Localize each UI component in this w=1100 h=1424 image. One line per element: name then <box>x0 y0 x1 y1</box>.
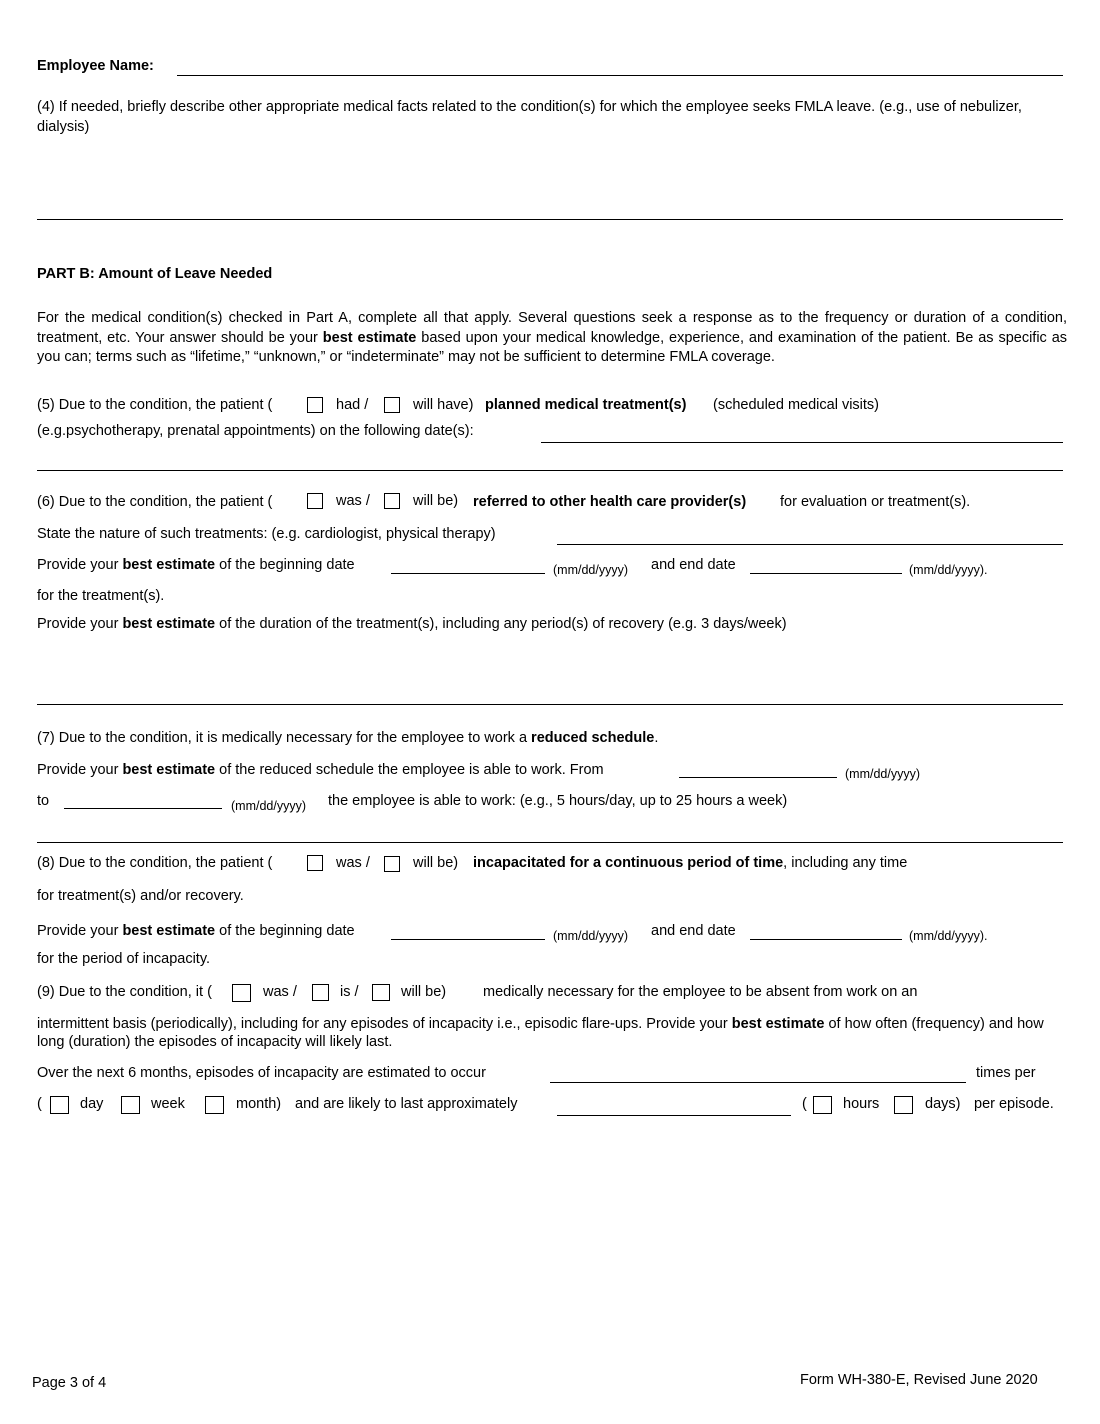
q7-answer-field[interactable] <box>37 842 1063 843</box>
q6-nature-field[interactable] <box>557 544 1063 545</box>
part-b-intro-text: For the medical condition(s) checked in Part A, complete all that apply. Several questions seek a response as to the frequency or duration of a condition, treatment, etc. Your answer should be your <box>37 310 1067 346</box>
q9-paragraph <box>37 1016 1047 1051</box>
q8-bold: incapacitated for a continuous period of time <box>473 855 784 871</box>
q6-suffix: for evaluation or treatment(s). <box>780 494 971 510</box>
provide-text: Provide your <box>37 616 119 632</box>
q5-line2: (e.g.psychotherapy, prenatal appointments) on the following date(s): <box>37 423 474 439</box>
provide-text: Provide your <box>37 557 119 573</box>
q9-day-checkbox[interactable] <box>50 1096 69 1114</box>
q6-will-be-checkbox[interactable] <box>384 493 400 509</box>
part-b-title: PART B: Amount of Leave Needed <box>37 266 273 282</box>
q8-will-be-label: will be) <box>413 855 459 871</box>
q6-nature-label: State the nature of such treatments: (e.g. cardiologist, physical therapy) <box>37 526 496 542</box>
employee-name-field[interactable] <box>177 75 1063 76</box>
q4-answer-field[interactable] <box>37 219 1063 220</box>
q8-end-date-field[interactable] <box>750 939 902 940</box>
q8-suffix: , including any time <box>783 855 908 871</box>
q7-bold: reduced schedule <box>531 730 655 746</box>
q6-end-date-field[interactable] <box>750 573 902 574</box>
best-estimate-bold: best estimate <box>122 616 216 632</box>
q5-prefix: (5) Due to the condition, the patient ( <box>37 397 273 413</box>
q9-prefix: (9) Due to the condition, it ( <box>37 984 212 1000</box>
q9-day-label: day <box>80 1096 104 1112</box>
q8-end-date-format: (mm/dd/yyyy). <box>909 929 988 943</box>
q8-bold-line <box>473 855 907 872</box>
part-b-intro-text-2: based upon your medical knowledge, experience, and examination of the patient. Be as specific as you can; terms such as “lifetime,” “unknown,” or “indeterminate” may not be sufficient to determine FMLA coverage. <box>37 329 1068 365</box>
q6-was-checkbox[interactable] <box>307 493 323 509</box>
q9-hours-label: hours <box>843 1096 880 1112</box>
q8-was-label: was / <box>336 855 370 871</box>
q8-begin-date-format: (mm/dd/yyyy) <box>553 929 628 943</box>
q7-to-date-field[interactable] <box>64 808 222 809</box>
q6-will-be-label: will be) <box>413 493 459 509</box>
q9-will-be-label: will be) <box>401 984 447 1000</box>
q9-para-bold: best estimate <box>731 1016 825 1032</box>
from-text: of the reduced schedule the employee is able to work. From <box>219 762 604 778</box>
q7-to-date-format: (mm/dd/yyyy) <box>231 799 306 813</box>
q6-duration-field[interactable] <box>37 704 1063 705</box>
q7-from-date-field[interactable] <box>679 777 837 778</box>
q9-days-checkbox[interactable] <box>894 1096 913 1114</box>
q9-month-checkbox[interactable] <box>205 1096 224 1114</box>
q6-provide-label <box>37 557 355 574</box>
q6-bold: referred to other health care provider(s) <box>473 494 747 510</box>
begin-text: of the beginning date <box>219 923 355 939</box>
begin-text: of the beginning date <box>219 557 355 573</box>
q7-provide-label <box>37 762 604 779</box>
q9-para-text: intermittent basis (periodically), including for any episodes of incapacity i.e., episodic flare-ups. Provide your <box>37 1016 732 1032</box>
q8-will-be-checkbox[interactable] <box>384 856 400 872</box>
q9-will-be-checkbox[interactable] <box>372 984 390 1001</box>
q5-extra-line[interactable] <box>37 470 1063 471</box>
q9-over-label: Over the next 6 months, episodes of incapacity are estimated to occur <box>37 1065 486 1081</box>
q6-and-end-label: and end date <box>651 557 736 573</box>
q9-suffix: medically necessary for the employee to be absent from work on an <box>483 984 918 1000</box>
q5-suffix: (scheduled medical visits) <box>713 397 880 413</box>
q7-to-label: to <box>37 793 50 809</box>
q9-per-episode: per episode. <box>974 1096 1054 1112</box>
q5-will-have-label: will have) <box>413 397 474 413</box>
best-estimate-bold: best estimate <box>122 923 216 939</box>
q9-week-label: week <box>151 1096 185 1112</box>
q9-para-text-2: of how often (frequency) and how long (duration) the episodes of incapacity will likely last. <box>37 1016 1044 1050</box>
q7-from-date-format: (mm/dd/yyyy) <box>845 767 920 781</box>
q6-end-date-format: (mm/dd/yyyy). <box>909 563 988 577</box>
q5-had-label: had / <box>336 397 369 413</box>
form-id: Form WH-380-E, Revised June 2020 <box>800 1372 1038 1388</box>
q9-was-checkbox[interactable] <box>232 984 251 1002</box>
q9-hours-checkbox[interactable] <box>813 1096 832 1114</box>
q7-prefix-text: (7) Due to the condition, it is medically necessary for the employee to work a <box>37 730 528 746</box>
provide-text: Provide your <box>37 923 119 939</box>
q9-open-paren-2: ( <box>802 1096 807 1112</box>
provide-text: Provide your <box>37 762 119 778</box>
q9-was-label: was / <box>263 984 297 1000</box>
duration-text: of the duration of the treatment(s), including any period(s) of recovery (e.g. 3 days/week) <box>219 616 787 632</box>
q8-line2: for treatment(s) and/or recovery. <box>37 888 244 904</box>
page-number: Page 3 of 4 <box>32 1375 107 1391</box>
q9-times-per: times per <box>976 1065 1036 1081</box>
q5-will-have-checkbox[interactable] <box>384 397 400 413</box>
q5-bold: planned medical treatment(s) <box>485 397 687 413</box>
q9-frequency-field[interactable] <box>550 1082 966 1083</box>
q6-was-label: was / <box>336 493 370 509</box>
q4-text: (4) If needed, briefly describe other appropriate medical facts related to the condition(s) for which the employee seeks FMLA leave. (e.g., use of nebulizer, dialysis) <box>37 99 1022 135</box>
q8-and-end-label: and end date <box>651 923 736 939</box>
q9-open-paren: ( <box>37 1096 42 1112</box>
employee-name-label: Employee Name: <box>37 58 154 74</box>
q5-dates-field[interactable] <box>541 442 1063 443</box>
q6-prefix: (6) Due to the condition, the patient ( <box>37 494 273 510</box>
q6-begin-date-field[interactable] <box>391 573 545 574</box>
q9-week-checkbox[interactable] <box>121 1096 140 1114</box>
q9-month-label: month) <box>236 1096 282 1112</box>
q6-for-treatment: for the treatment(s). <box>37 588 165 604</box>
q8-begin-date-field[interactable] <box>391 939 545 940</box>
q7-period: . <box>654 730 659 746</box>
best-estimate-bold: best estimate <box>122 762 216 778</box>
q6-duration-label <box>37 616 787 633</box>
part-b-intro-bold: best estimate <box>322 329 417 346</box>
q8-for-period: for the period of incapacity. <box>37 951 211 967</box>
part-b-intro <box>37 309 1067 368</box>
q8-was-checkbox[interactable] <box>307 855 323 871</box>
q9-duration-field[interactable] <box>557 1115 791 1116</box>
q9-days-label: days) <box>925 1096 961 1112</box>
q5-had-checkbox[interactable] <box>307 397 323 413</box>
best-estimate-bold: best estimate <box>122 557 216 573</box>
q6-begin-date-format: (mm/dd/yyyy) <box>553 563 628 577</box>
q8-provide-label <box>37 923 355 940</box>
q9-is-label: is / <box>340 984 359 1000</box>
q8-prefix: (8) Due to the condition, the patient ( <box>37 855 273 871</box>
q7-prefix <box>37 730 658 747</box>
q7-able-text: the employee is able to work: (e.g., 5 hours/day, up to 25 hours a week) <box>328 793 788 809</box>
q9-is-checkbox[interactable] <box>312 984 329 1001</box>
q9-last-label: and are likely to last approximately <box>295 1096 518 1112</box>
